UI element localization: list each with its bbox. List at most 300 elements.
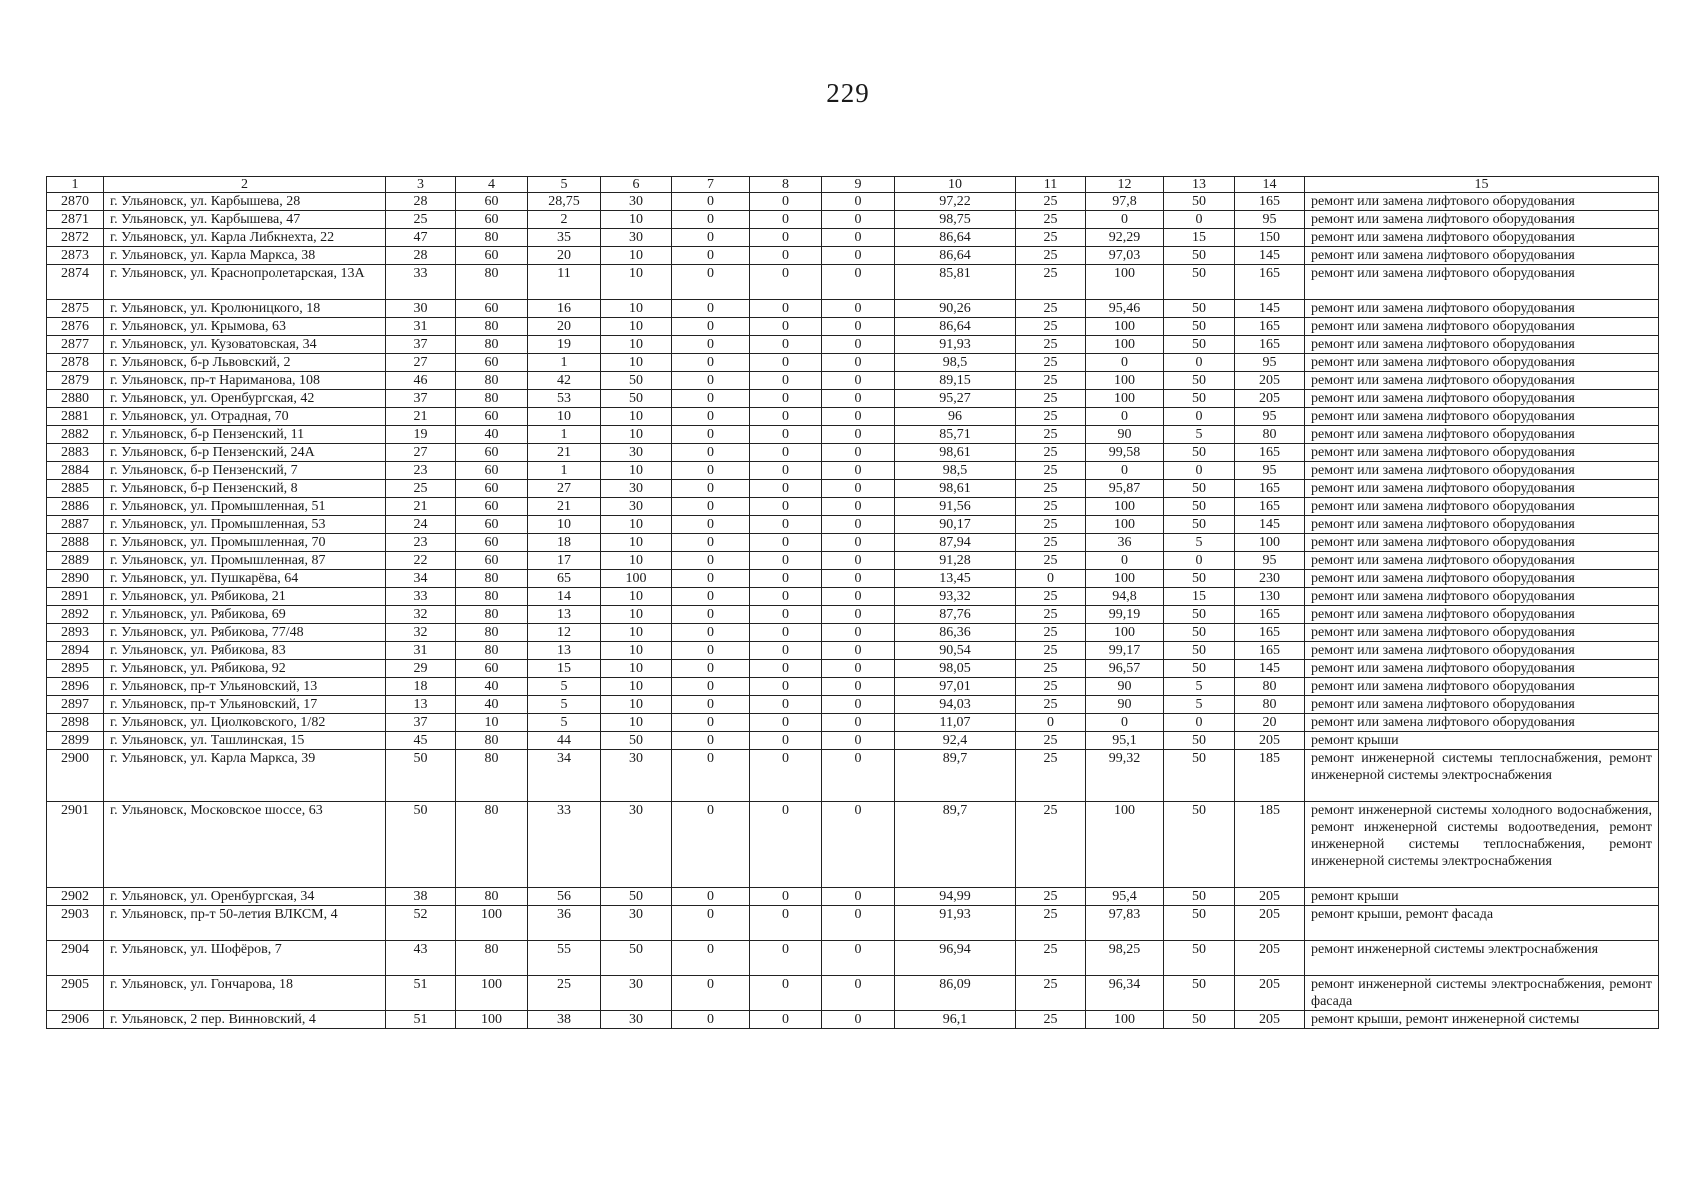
value-cell: 25 bbox=[1016, 247, 1086, 265]
value-cell: 0 bbox=[750, 354, 822, 372]
value-cell: 10 bbox=[601, 606, 672, 624]
value-cell: 0 bbox=[672, 642, 750, 660]
value-cell: 80 bbox=[456, 390, 528, 408]
value-cell: 145 bbox=[1235, 516, 1305, 534]
address-cell: г. Ульяновск, пр-т 50-летия ВЛКСМ, 4 bbox=[104, 906, 386, 941]
value-cell: 165 bbox=[1235, 336, 1305, 354]
value-cell: 80 bbox=[456, 941, 528, 976]
value-cell: 27 bbox=[386, 354, 456, 372]
value-cell: 5 bbox=[528, 678, 601, 696]
row-number-cell: 2891 bbox=[47, 588, 104, 606]
value-cell: 100 bbox=[456, 1011, 528, 1029]
value-cell: 0 bbox=[822, 318, 895, 336]
value-cell: 0 bbox=[822, 336, 895, 354]
address-cell: г. Ульяновск, ул. Карла Маркса, 39 bbox=[104, 750, 386, 802]
value-cell: 21 bbox=[386, 498, 456, 516]
value-cell: 100 bbox=[601, 570, 672, 588]
value-cell: 98,75 bbox=[895, 211, 1016, 229]
value-cell: 50 bbox=[1164, 906, 1235, 941]
value-cell: 0 bbox=[672, 976, 750, 1011]
value-cell: 165 bbox=[1235, 193, 1305, 211]
value-cell: 21 bbox=[528, 444, 601, 462]
value-cell: 5 bbox=[1164, 534, 1235, 552]
table-row bbox=[47, 426, 1659, 444]
value-cell: 50 bbox=[601, 390, 672, 408]
column-number-cell: 13 bbox=[1164, 177, 1235, 193]
value-cell: 100 bbox=[1086, 265, 1164, 300]
value-cell: 32 bbox=[386, 606, 456, 624]
value-cell: 10 bbox=[601, 516, 672, 534]
value-cell: 95,27 bbox=[895, 390, 1016, 408]
value-cell: 96,34 bbox=[1086, 976, 1164, 1011]
value-cell: 50 bbox=[386, 750, 456, 802]
value-cell: 60 bbox=[456, 516, 528, 534]
address-cell: г. Ульяновск, пр-т Нариманова, 108 bbox=[104, 372, 386, 390]
value-cell: 100 bbox=[1086, 318, 1164, 336]
value-cell: 25 bbox=[1016, 300, 1086, 318]
value-cell: 205 bbox=[1235, 732, 1305, 750]
table-row bbox=[47, 265, 1659, 300]
value-cell: 5 bbox=[528, 696, 601, 714]
table-row bbox=[47, 300, 1659, 318]
value-cell: 80 bbox=[456, 642, 528, 660]
value-cell: 0 bbox=[1164, 714, 1235, 732]
address-cell: г. Ульяновск, ул. Отрадная, 70 bbox=[104, 408, 386, 426]
work-type-cell: ремонт или замена лифтового оборудования bbox=[1305, 265, 1659, 300]
table-row bbox=[47, 732, 1659, 750]
value-cell: 0 bbox=[822, 426, 895, 444]
value-cell: 53 bbox=[528, 390, 601, 408]
value-cell: 0 bbox=[822, 906, 895, 941]
value-cell: 60 bbox=[456, 211, 528, 229]
value-cell: 25 bbox=[1016, 941, 1086, 976]
value-cell: 100 bbox=[456, 976, 528, 1011]
value-cell: 0 bbox=[750, 552, 822, 570]
value-cell: 0 bbox=[822, 300, 895, 318]
work-type-cell: ремонт или замена лифтового оборудования bbox=[1305, 193, 1659, 211]
value-cell: 0 bbox=[672, 714, 750, 732]
value-cell: 150 bbox=[1235, 229, 1305, 247]
value-cell: 95 bbox=[1235, 408, 1305, 426]
value-cell: 50 bbox=[1164, 606, 1235, 624]
value-cell: 25 bbox=[1016, 1011, 1086, 1029]
value-cell: 0 bbox=[750, 624, 822, 642]
value-cell: 205 bbox=[1235, 390, 1305, 408]
value-cell: 165 bbox=[1235, 444, 1305, 462]
row-number-cell: 2893 bbox=[47, 624, 104, 642]
value-cell: 0 bbox=[822, 976, 895, 1011]
row-number-cell: 2876 bbox=[47, 318, 104, 336]
value-cell: 5 bbox=[1164, 696, 1235, 714]
value-cell: 80 bbox=[1235, 678, 1305, 696]
value-cell: 50 bbox=[601, 941, 672, 976]
value-cell: 96 bbox=[895, 408, 1016, 426]
work-type-cell: ремонт или замена лифтового оборудования bbox=[1305, 660, 1659, 678]
value-cell: 95,4 bbox=[1086, 888, 1164, 906]
value-cell: 15 bbox=[1164, 588, 1235, 606]
address-cell: г. Ульяновск, б-р Пензенский, 11 bbox=[104, 426, 386, 444]
value-cell: 205 bbox=[1235, 888, 1305, 906]
value-cell: 50 bbox=[1164, 372, 1235, 390]
value-cell: 91,93 bbox=[895, 906, 1016, 941]
value-cell: 0 bbox=[822, 588, 895, 606]
table-row bbox=[47, 211, 1659, 229]
value-cell: 33 bbox=[386, 265, 456, 300]
value-cell: 0 bbox=[672, 480, 750, 498]
value-cell: 10 bbox=[601, 247, 672, 265]
value-cell: 25 bbox=[1016, 193, 1086, 211]
address-cell: г. Ульяновск, ул. Промышленная, 53 bbox=[104, 516, 386, 534]
value-cell: 32 bbox=[386, 624, 456, 642]
value-cell: 25 bbox=[1016, 372, 1086, 390]
value-cell: 0 bbox=[822, 1011, 895, 1029]
value-cell: 0 bbox=[672, 444, 750, 462]
value-cell: 37 bbox=[386, 390, 456, 408]
value-cell: 25 bbox=[1016, 408, 1086, 426]
address-cell: г. Ульяновск, ул. Краснопролетарская, 13А bbox=[104, 265, 386, 300]
value-cell: 22 bbox=[386, 552, 456, 570]
value-cell: 10 bbox=[601, 408, 672, 426]
value-cell: 100 bbox=[1086, 802, 1164, 888]
value-cell: 0 bbox=[672, 426, 750, 444]
value-cell: 60 bbox=[456, 444, 528, 462]
value-cell: 0 bbox=[822, 229, 895, 247]
value-cell: 100 bbox=[1086, 624, 1164, 642]
value-cell: 60 bbox=[456, 480, 528, 498]
value-cell: 0 bbox=[822, 624, 895, 642]
data-table bbox=[46, 176, 1659, 1029]
table-row bbox=[47, 642, 1659, 660]
value-cell: 0 bbox=[672, 732, 750, 750]
value-cell: 10 bbox=[601, 714, 672, 732]
value-cell: 5 bbox=[1164, 426, 1235, 444]
value-cell: 25 bbox=[1016, 480, 1086, 498]
value-cell: 13 bbox=[528, 606, 601, 624]
value-cell: 34 bbox=[528, 750, 601, 802]
value-cell: 80 bbox=[456, 888, 528, 906]
address-cell: г. Ульяновск, ул. Карбышева, 47 bbox=[104, 211, 386, 229]
work-type-cell: ремонт или замена лифтового оборудования bbox=[1305, 570, 1659, 588]
value-cell: 0 bbox=[750, 570, 822, 588]
value-cell: 80 bbox=[456, 372, 528, 390]
value-cell: 0 bbox=[822, 372, 895, 390]
value-cell: 14 bbox=[528, 588, 601, 606]
value-cell: 98,25 bbox=[1086, 941, 1164, 976]
value-cell: 25 bbox=[1016, 552, 1086, 570]
table-row bbox=[47, 193, 1659, 211]
value-cell: 80 bbox=[456, 229, 528, 247]
row-number-cell: 2905 bbox=[47, 976, 104, 1011]
value-cell: 86,64 bbox=[895, 247, 1016, 265]
value-cell: 90,54 bbox=[895, 642, 1016, 660]
value-cell: 0 bbox=[822, 444, 895, 462]
table-row bbox=[47, 1011, 1659, 1029]
value-cell: 86,64 bbox=[895, 229, 1016, 247]
value-cell: 51 bbox=[386, 1011, 456, 1029]
table-row bbox=[47, 714, 1659, 732]
value-cell: 185 bbox=[1235, 802, 1305, 888]
value-cell: 0 bbox=[822, 516, 895, 534]
work-type-cell: ремонт или замена лифтового оборудования bbox=[1305, 480, 1659, 498]
row-number-cell: 2899 bbox=[47, 732, 104, 750]
work-type-cell: ремонт инженерной системы электроснабжения, ремонт фасада bbox=[1305, 976, 1659, 1011]
work-type-cell: ремонт или замена лифтового оборудования bbox=[1305, 318, 1659, 336]
value-cell: 10 bbox=[601, 462, 672, 480]
value-cell: 11 bbox=[528, 265, 601, 300]
table-row bbox=[47, 390, 1659, 408]
value-cell: 0 bbox=[1086, 552, 1164, 570]
address-cell: г. Ульяновск, пр-т Ульяновский, 17 bbox=[104, 696, 386, 714]
value-cell: 45 bbox=[386, 732, 456, 750]
column-number-cell: 9 bbox=[822, 177, 895, 193]
row-number-cell: 2880 bbox=[47, 390, 104, 408]
row-number-cell: 2901 bbox=[47, 802, 104, 888]
address-cell: г. Ульяновск, ул. Промышленная, 70 bbox=[104, 534, 386, 552]
value-cell: 0 bbox=[750, 247, 822, 265]
value-cell: 0 bbox=[750, 606, 822, 624]
value-cell: 35 bbox=[528, 229, 601, 247]
value-cell: 185 bbox=[1235, 750, 1305, 802]
value-cell: 50 bbox=[1164, 750, 1235, 802]
work-type-cell: ремонт или замена лифтового оборудования bbox=[1305, 462, 1659, 480]
value-cell: 0 bbox=[750, 300, 822, 318]
work-type-cell: ремонт или замена лифтового оборудования bbox=[1305, 534, 1659, 552]
value-cell: 30 bbox=[601, 193, 672, 211]
row-number-cell: 2897 bbox=[47, 696, 104, 714]
value-cell: 12 bbox=[528, 624, 601, 642]
value-cell: 91,56 bbox=[895, 498, 1016, 516]
value-cell: 80 bbox=[456, 732, 528, 750]
value-cell: 31 bbox=[386, 642, 456, 660]
value-cell: 25 bbox=[1016, 318, 1086, 336]
value-cell: 0 bbox=[822, 714, 895, 732]
value-cell: 1 bbox=[528, 426, 601, 444]
value-cell: 5 bbox=[1164, 678, 1235, 696]
value-cell: 0 bbox=[672, 516, 750, 534]
value-cell: 0 bbox=[672, 552, 750, 570]
value-cell: 31 bbox=[386, 318, 456, 336]
work-type-cell: ремонт крыши bbox=[1305, 888, 1659, 906]
value-cell: 50 bbox=[1164, 802, 1235, 888]
value-cell: 80 bbox=[456, 802, 528, 888]
value-cell: 0 bbox=[750, 696, 822, 714]
value-cell: 56 bbox=[528, 888, 601, 906]
value-cell: 28,75 bbox=[528, 193, 601, 211]
value-cell: 65 bbox=[528, 570, 601, 588]
value-cell: 25 bbox=[1016, 336, 1086, 354]
address-cell: г. Ульяновск, ул. Карбышева, 28 bbox=[104, 193, 386, 211]
value-cell: 0 bbox=[672, 229, 750, 247]
value-cell: 50 bbox=[1164, 336, 1235, 354]
row-number-cell: 2896 bbox=[47, 678, 104, 696]
column-number-cell: 8 bbox=[750, 177, 822, 193]
value-cell: 95,87 bbox=[1086, 480, 1164, 498]
value-cell: 95 bbox=[1235, 462, 1305, 480]
value-cell: 95 bbox=[1235, 552, 1305, 570]
column-number-cell: 5 bbox=[528, 177, 601, 193]
row-number-cell: 2881 bbox=[47, 408, 104, 426]
work-type-cell: ремонт или замена лифтового оборудования bbox=[1305, 498, 1659, 516]
value-cell: 0 bbox=[750, 336, 822, 354]
column-number-cell: 7 bbox=[672, 177, 750, 193]
value-cell: 25 bbox=[1016, 354, 1086, 372]
value-cell: 21 bbox=[528, 498, 601, 516]
value-cell: 10 bbox=[528, 516, 601, 534]
value-cell: 25 bbox=[1016, 498, 1086, 516]
value-cell: 10 bbox=[601, 624, 672, 642]
value-cell: 0 bbox=[750, 318, 822, 336]
value-cell: 100 bbox=[456, 906, 528, 941]
value-cell: 50 bbox=[1164, 300, 1235, 318]
address-cell: г. Ульяновск, ул. Промышленная, 87 bbox=[104, 552, 386, 570]
value-cell: 50 bbox=[601, 372, 672, 390]
value-cell: 100 bbox=[1086, 372, 1164, 390]
value-cell: 0 bbox=[822, 696, 895, 714]
value-cell: 50 bbox=[1164, 624, 1235, 642]
value-cell: 89,7 bbox=[895, 802, 1016, 888]
value-cell: 24 bbox=[386, 516, 456, 534]
work-type-cell: ремонт или замена лифтового оборудования bbox=[1305, 588, 1659, 606]
row-number-cell: 2886 bbox=[47, 498, 104, 516]
work-type-cell: ремонт или замена лифтового оборудования bbox=[1305, 606, 1659, 624]
value-cell: 10 bbox=[601, 552, 672, 570]
table-row bbox=[47, 750, 1659, 802]
value-cell: 98,61 bbox=[895, 444, 1016, 462]
column-number-cell: 10 bbox=[895, 177, 1016, 193]
value-cell: 80 bbox=[456, 318, 528, 336]
value-cell: 98,05 bbox=[895, 660, 1016, 678]
row-number-cell: 2871 bbox=[47, 211, 104, 229]
table-row bbox=[47, 408, 1659, 426]
address-cell: г. Ульяновск, ул. Карла Маркса, 38 bbox=[104, 247, 386, 265]
value-cell: 205 bbox=[1235, 941, 1305, 976]
value-cell: 20 bbox=[528, 247, 601, 265]
value-cell: 0 bbox=[1016, 570, 1086, 588]
value-cell: 30 bbox=[601, 498, 672, 516]
row-number-cell: 2878 bbox=[47, 354, 104, 372]
value-cell: 18 bbox=[386, 678, 456, 696]
value-cell: 80 bbox=[456, 750, 528, 802]
row-number-cell: 2877 bbox=[47, 336, 104, 354]
value-cell: 0 bbox=[672, 408, 750, 426]
value-cell: 130 bbox=[1235, 588, 1305, 606]
value-cell: 86,09 bbox=[895, 976, 1016, 1011]
value-cell: 18 bbox=[528, 534, 601, 552]
value-cell: 0 bbox=[672, 534, 750, 552]
address-cell: г. Ульяновск, ул. Промышленная, 51 bbox=[104, 498, 386, 516]
work-type-cell: ремонт или замена лифтового оборудования bbox=[1305, 444, 1659, 462]
value-cell: 0 bbox=[822, 265, 895, 300]
table-row bbox=[47, 624, 1659, 642]
value-cell: 38 bbox=[528, 1011, 601, 1029]
work-type-cell: ремонт или замена лифтового оборудования bbox=[1305, 390, 1659, 408]
value-cell: 99,17 bbox=[1086, 642, 1164, 660]
value-cell: 0 bbox=[672, 750, 750, 802]
value-cell: 25 bbox=[1016, 906, 1086, 941]
value-cell: 80 bbox=[456, 570, 528, 588]
value-cell: 0 bbox=[672, 888, 750, 906]
value-cell: 95 bbox=[1235, 354, 1305, 372]
table-row bbox=[47, 660, 1659, 678]
value-cell: 28 bbox=[386, 193, 456, 211]
value-cell: 30 bbox=[601, 229, 672, 247]
value-cell: 30 bbox=[601, 802, 672, 888]
value-cell: 50 bbox=[1164, 976, 1235, 1011]
table-row bbox=[47, 570, 1659, 588]
value-cell: 16 bbox=[528, 300, 601, 318]
value-cell: 0 bbox=[750, 732, 822, 750]
table-row bbox=[47, 606, 1659, 624]
value-cell: 80 bbox=[456, 265, 528, 300]
value-cell: 80 bbox=[1235, 696, 1305, 714]
value-cell: 97,8 bbox=[1086, 193, 1164, 211]
value-cell: 93,32 bbox=[895, 588, 1016, 606]
value-cell: 0 bbox=[672, 300, 750, 318]
value-cell: 0 bbox=[672, 678, 750, 696]
value-cell: 87,94 bbox=[895, 534, 1016, 552]
value-cell: 50 bbox=[1164, 193, 1235, 211]
row-number-cell: 2892 bbox=[47, 606, 104, 624]
value-cell: 100 bbox=[1086, 336, 1164, 354]
work-type-cell: ремонт или замена лифтового оборудования bbox=[1305, 336, 1659, 354]
table-row bbox=[47, 888, 1659, 906]
value-cell: 0 bbox=[1164, 408, 1235, 426]
value-cell: 0 bbox=[822, 660, 895, 678]
value-cell: 27 bbox=[386, 444, 456, 462]
value-cell: 0 bbox=[672, 588, 750, 606]
value-cell: 51 bbox=[386, 976, 456, 1011]
value-cell: 0 bbox=[672, 660, 750, 678]
value-cell: 23 bbox=[386, 462, 456, 480]
value-cell: 28 bbox=[386, 247, 456, 265]
address-cell: г. Ульяновск, ул. Кролюницкого, 18 bbox=[104, 300, 386, 318]
address-cell: г. Ульяновск, ул. Крымова, 63 bbox=[104, 318, 386, 336]
value-cell: 0 bbox=[750, 642, 822, 660]
value-cell: 0 bbox=[750, 462, 822, 480]
value-cell: 0 bbox=[672, 247, 750, 265]
value-cell: 15 bbox=[1164, 229, 1235, 247]
value-cell: 0 bbox=[822, 193, 895, 211]
value-cell: 0 bbox=[750, 444, 822, 462]
value-cell: 165 bbox=[1235, 606, 1305, 624]
value-cell: 60 bbox=[456, 660, 528, 678]
value-cell: 0 bbox=[750, 750, 822, 802]
value-cell: 25 bbox=[1016, 534, 1086, 552]
value-cell: 145 bbox=[1235, 660, 1305, 678]
value-cell: 0 bbox=[672, 390, 750, 408]
value-cell: 145 bbox=[1235, 300, 1305, 318]
value-cell: 33 bbox=[528, 802, 601, 888]
value-cell: 0 bbox=[672, 624, 750, 642]
value-cell: 0 bbox=[822, 941, 895, 976]
address-cell: г. Ульяновск, ул. Пушкарёва, 64 bbox=[104, 570, 386, 588]
work-type-cell: ремонт или замена лифтового оборудования bbox=[1305, 408, 1659, 426]
value-cell: 10 bbox=[601, 265, 672, 300]
address-cell: г. Ульяновск, ул. Рябикова, 83 bbox=[104, 642, 386, 660]
value-cell: 91,93 bbox=[895, 336, 1016, 354]
value-cell: 80 bbox=[456, 606, 528, 624]
row-number-cell: 2890 bbox=[47, 570, 104, 588]
value-cell: 0 bbox=[672, 498, 750, 516]
address-cell: г. Ульяновск, ул. Карла Либкнехта, 22 bbox=[104, 229, 386, 247]
value-cell: 60 bbox=[456, 552, 528, 570]
value-cell: 100 bbox=[1086, 1011, 1164, 1029]
value-cell: 50 bbox=[1164, 516, 1235, 534]
address-cell: г. Ульяновск, б-р Пензенский, 8 bbox=[104, 480, 386, 498]
column-number-cell: 14 bbox=[1235, 177, 1305, 193]
value-cell: 0 bbox=[672, 372, 750, 390]
value-cell: 0 bbox=[672, 211, 750, 229]
